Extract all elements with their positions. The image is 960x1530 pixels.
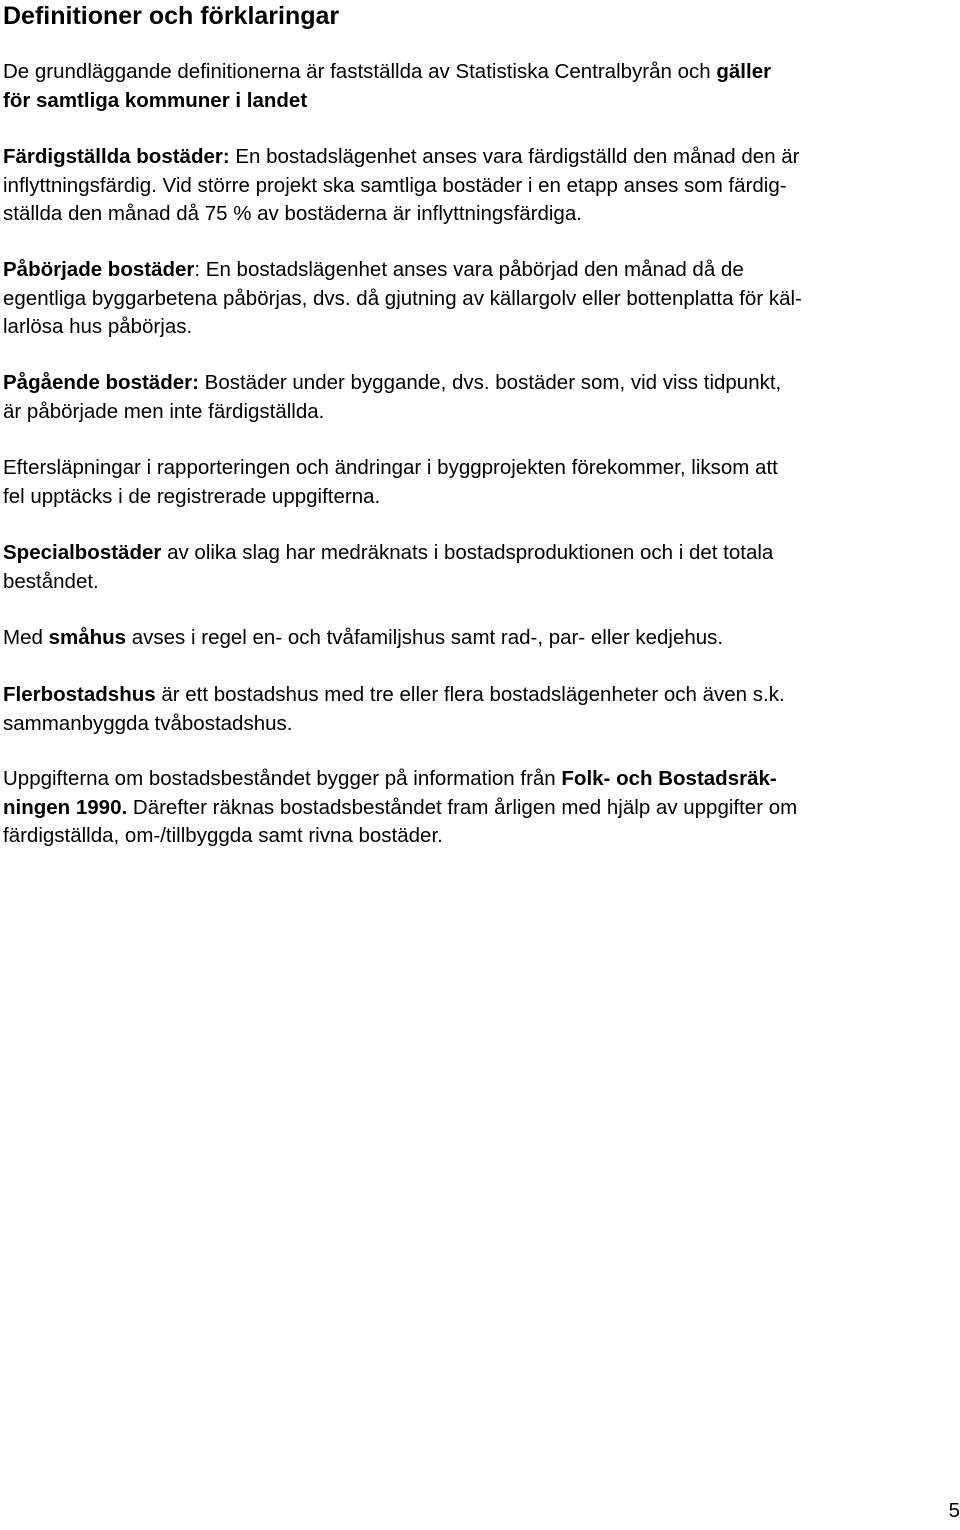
pagaende-line-1 (3, 369, 958, 398)
fardigstallda-line-2: inflyttningsfärdig. Vid större projekt ska samtliga bostäder i en etapp anses som färdig- (3, 173, 787, 197)
flerbostad-line-2: sammanbyggda tvåbostadshus. (3, 711, 293, 735)
pagaende-term: Pågående bostäder: (3, 371, 199, 394)
fardigstallda-term: Färdigställda bostäder: (3, 145, 230, 168)
uppgifterna-line-2 (3, 794, 958, 823)
definition-smahus (3, 624, 958, 653)
fardigstallda-line-3: ställda den månad då 75 % av bostäderna är inflyttningsfärdiga. (3, 202, 582, 225)
special-line-2: beståndet. (3, 569, 99, 593)
fardigstallda-line-1 (3, 143, 958, 172)
paborjade-line-2: egentliga byggarbetena påbörjas, dvs. då gjutning av källargolv eller bottenplatta för käl- (3, 286, 802, 310)
uppgifterna-bold-2: ningen 1990. (3, 795, 128, 819)
definition-specialbostader (3, 539, 958, 596)
paborjade-line-1 (3, 256, 958, 285)
eftersl-line-1: Eftersläpningar i rapporteringen och ändringar i byggprojekten förekommer, liksom att (3, 456, 778, 479)
uppgifterna-line-3: färdigställda, om-/tillbyggda samt rivna bostäder. (3, 824, 443, 847)
definition-paborjade (3, 256, 958, 342)
special-line-1 (3, 539, 958, 568)
paborjade-text: : En bostadslägenhet anses vara påbörjad den månad då de (194, 258, 744, 281)
intro-bold-line: för samtliga kommuner i landet (3, 88, 308, 112)
paborjade-line-3: larlösa hus påbörjas. (3, 315, 193, 338)
uppgifterna-line-1 (3, 765, 958, 794)
eftersl-paragraph (3, 454, 958, 511)
page-number: 5 (948, 1499, 960, 1522)
special-term: Specialbostäder (3, 541, 162, 564)
smahus-after: avses i regel en- och tvåfamiljshus samt rad-, par- eller kedjehus. (126, 626, 724, 649)
intro-bold-text: gäller (716, 60, 772, 83)
special-text: av olika slag har medräknats i bostadsproduktionen och i det totala (161, 541, 774, 564)
definition-flerbostadshus (3, 681, 958, 738)
smahus-before: Med (3, 626, 49, 649)
page-title: Definitioner och förklaringar (3, 2, 340, 30)
fardigstallda-text: En bostadslägenhet anses vara färdigställd den månad den är (229, 145, 800, 168)
smahus-line (3, 624, 958, 653)
uppgifterna-text-2: Därefter räknas bostadsbeståndet fram årligen med hjälp av uppgifter om (127, 795, 798, 819)
flerbostad-term: Flerbostadshus (3, 683, 156, 706)
flerbostad-text: är ett bostadshus med tre eller flera bostadslägenheter och även s.k. (155, 683, 785, 706)
definition-fardigstallda (3, 143, 958, 229)
smahus-term: småhus (48, 626, 127, 649)
uppgifterna-bold-1: Folk- och Bostadsräk- (561, 767, 777, 790)
uppgifterna-text-1: Uppgifterna om bostadsbeståndet bygger på information från (3, 767, 562, 790)
pagaende-text: Bostäder under byggande, dvs. bostäder som, vid viss tidpunkt, (198, 371, 782, 394)
intro-line-1 (3, 58, 958, 87)
definition-pagaende (3, 369, 958, 426)
intro-text: De grundläggande definitionerna är fastställda av Statistiska Centralbyrån och (3, 60, 717, 83)
uppgifterna-paragraph (3, 765, 958, 851)
flerbostad-line-1 (3, 681, 958, 710)
pagaende-line-2: är påbörjade men inte färdigställda. (3, 399, 325, 423)
paborjade-term: Påbörjade bostäder (3, 258, 195, 281)
intro-paragraph (3, 58, 958, 115)
eftersl-line-2: fel upptäcks i de registrerade uppgifterna. (3, 484, 381, 508)
